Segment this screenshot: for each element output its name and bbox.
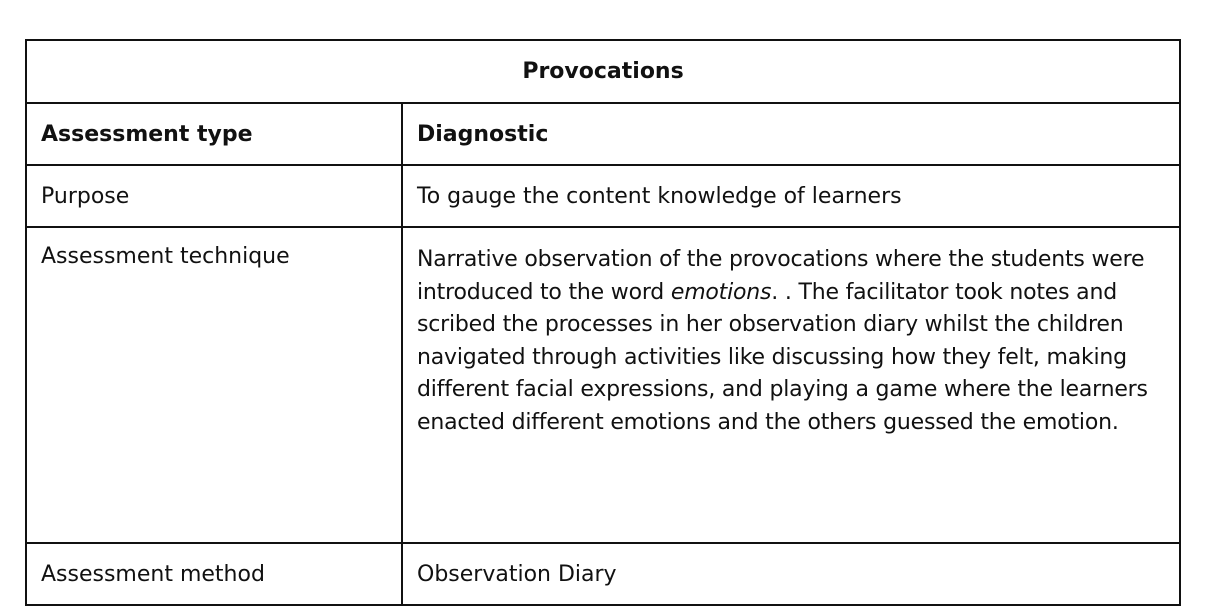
row-label-cell: Assessment technique: [26, 227, 402, 543]
row-value-cell: Observation Diary: [402, 543, 1180, 605]
table-row-technique: [26, 227, 1180, 543]
table-row-purpose: [26, 165, 1180, 227]
row-value-cell: [402, 227, 1180, 543]
table-title: Provocations: [26, 40, 1180, 103]
table-title-row: [26, 40, 1180, 103]
technique-paragraph: [417, 244, 1165, 439]
assessment-table: [25, 39, 1181, 606]
header-value-cell: Diagnostic: [402, 103, 1180, 165]
table-row-method: [26, 543, 1180, 605]
row-value-cell: To gauge the content knowledge of learners: [402, 165, 1180, 227]
technique-text-end: . . The facilitator took notes and scribed the processes in her observation diary whilst the children navigated through activities like discussing how they felt, making different facial expressions, and playing a game where the learners enacted different emotions and the others guessed the emotion.: [417, 279, 1148, 435]
header-label-cell: Assessment type: [26, 103, 402, 165]
row-label-cell: Assessment method: [26, 543, 402, 605]
technique-text-italic: emotions: [670, 279, 772, 305]
technique-text-start: Narrative observation of the provocations where the students were introduced to the word: [417, 247, 1145, 305]
row-label-cell: Purpose: [26, 165, 402, 227]
table-header-row: [26, 103, 1180, 165]
